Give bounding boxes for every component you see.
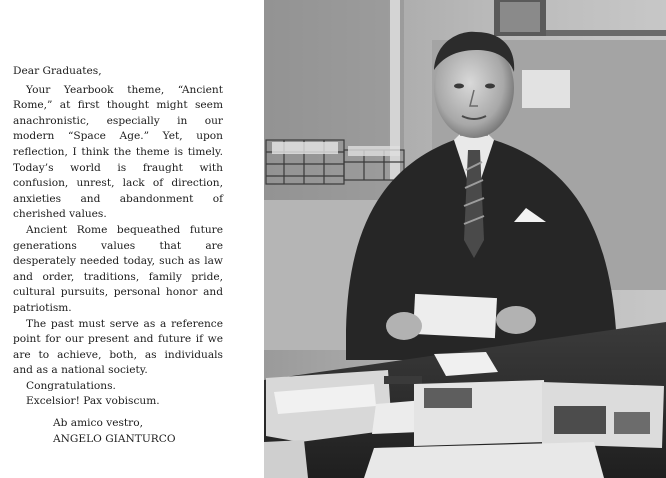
desk-pen — [384, 376, 422, 384]
desk-papers-bottom — [364, 442, 604, 478]
letter-paragraph-2: Ancient Rome bequeathed future generations values that are desperately needed today, such as law and order, traditions, family pride, cultural pursuits, personal honor and patriotism. — [13, 223, 223, 314]
letter-paragraph-3: The past must serve as a reference point for our present and future if we are to achieve, both, as individuals and as a national society. — [13, 317, 223, 377]
held-papers — [413, 294, 497, 338]
left-eye — [454, 84, 464, 89]
basket-papers — [272, 142, 338, 154]
portrait-photo — [264, 0, 666, 478]
right-hand — [496, 306, 536, 334]
letter-greeting: Dear Graduates, — [13, 65, 102, 77]
pinned-note — [522, 70, 570, 108]
picture-frame-inner — [500, 2, 540, 32]
right-eye — [485, 84, 495, 89]
letter-signature-name: ANGELO GIANTURCO — [53, 432, 176, 445]
letter-closing-1: Congratulations. — [26, 379, 116, 392]
left-hand — [386, 312, 422, 340]
letter-closing-2: Excelsior! Pax vobiscum. — [26, 395, 160, 408]
letter-paragraph-1: Your Yearbook theme, “Ancient Rome,” at first thought might seem anachronistic, especially in our modern “Space Age.” Yet, upon reflection, I think the theme is timely. Today’s world is fraught with confusion, unrest, lack of direction, anxieties and abandonment of cherished values. — [13, 83, 223, 221]
magazine-2-photo — [554, 406, 606, 434]
desk-book-edge — [264, 440, 308, 478]
letter-signoff: Ab amico vestro, — [53, 417, 143, 430]
magazine-2-photo-b — [614, 412, 650, 434]
portrait-photo-illustration — [264, 0, 666, 478]
shelf — [546, 30, 666, 36]
basket-papers-2 — [348, 146, 400, 156]
letter-text-block — [13, 64, 223, 447]
magazine-photo — [424, 388, 472, 408]
